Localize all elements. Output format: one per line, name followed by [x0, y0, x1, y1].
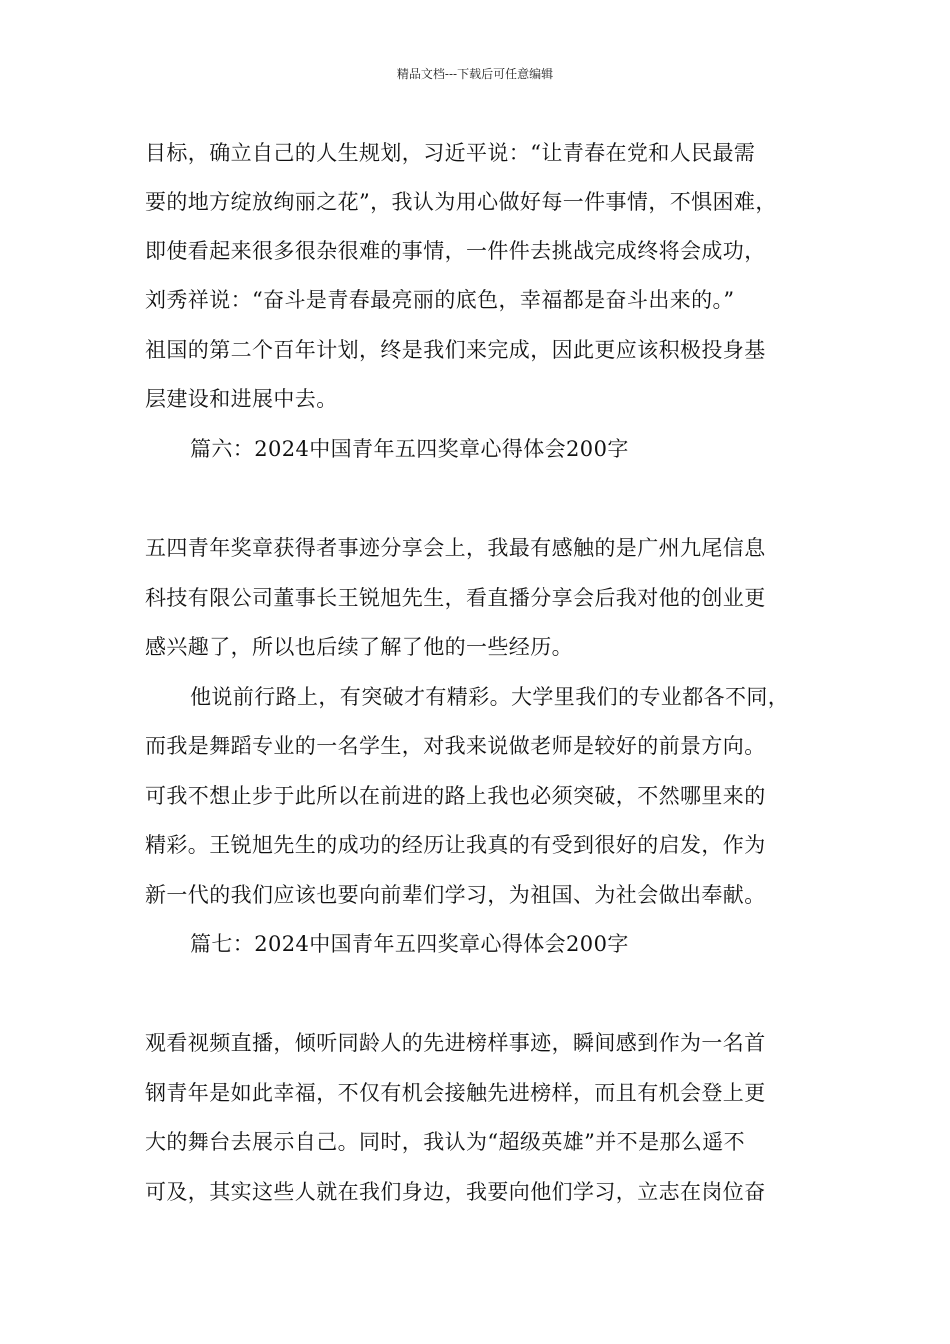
section-heading-7: 篇七：2024中国青年五四奖章心得体会200字: [190, 932, 629, 956]
section-heading-6: 篇六：2024中国青年五四奖章心得体会200字: [190, 437, 629, 461]
text-line-3: 即使看起来很多很杂很难的事情，一件件去挑战完成终将会成功，: [145, 239, 766, 263]
text-line-12: 而我是舞蹈专业的一名学生，对我来说做老师是较好的前景方向。: [145, 734, 766, 758]
text-line-11: 他说前行路上，有突破才有精彩。大学里我们的专业都各不同，: [190, 685, 790, 709]
text-line-17: 观看视频直播，倾听同龄人的先进榜样事迹，瞬间感到作为一名首: [145, 1031, 766, 1055]
text-line-15: 新一代的我们应该也要向前辈们学习，为祖国、为社会做出奉献。: [145, 883, 766, 907]
text-line-6: 层建设和进展中去。: [145, 387, 338, 411]
text-line-2: 要的地方绽放绚丽之花”，我认为用心做好每一件事情，不惧困难，: [145, 190, 777, 214]
page-header: 精品文档---下载后可任意编辑: [396, 67, 554, 81]
text-line-14: 精彩。王锐旭先生的成功的经历让我真的有受到很好的启发，作为: [145, 833, 766, 857]
text-line-19: 大的舞台去展示自己。同时，我认为“超级英雄”并不是那么遥不: [145, 1130, 746, 1154]
text-line-20: 可及，其实这些人就在我们身边，我要向他们学习，立志在岗位奋: [145, 1180, 766, 1204]
text-line-5: 祖国的第二个百年计划，终是我们来完成，因此更应该积极投身基: [145, 338, 766, 362]
text-line-18: 钢青年是如此幸福，不仅有机会接触先进榜样，而且有机会登上更: [145, 1081, 766, 1105]
text-line-10: 感兴趣了，所以也后续了解了他的一些经历。: [145, 635, 573, 659]
text-line-4: 刘秀祥说：“奋斗是青春最亮丽的底色，幸福都是奋斗出来的。”: [145, 288, 735, 312]
text-line-8: 五四青年奖章获得者事迹分享会上，我最有感触的是广州九尾信息: [145, 536, 766, 560]
text-line-1: 目标，确立自己的人生规划，习近平说：“让青春在党和人民最需: [145, 141, 756, 165]
text-line-9: 科技有限公司董事长王锐旭先生，看直播分享会后我对他的创业更: [145, 586, 766, 610]
text-line-13: 可我不想止步于此所以在前进的路上我也必须突破，不然哪里来的: [145, 784, 766, 808]
